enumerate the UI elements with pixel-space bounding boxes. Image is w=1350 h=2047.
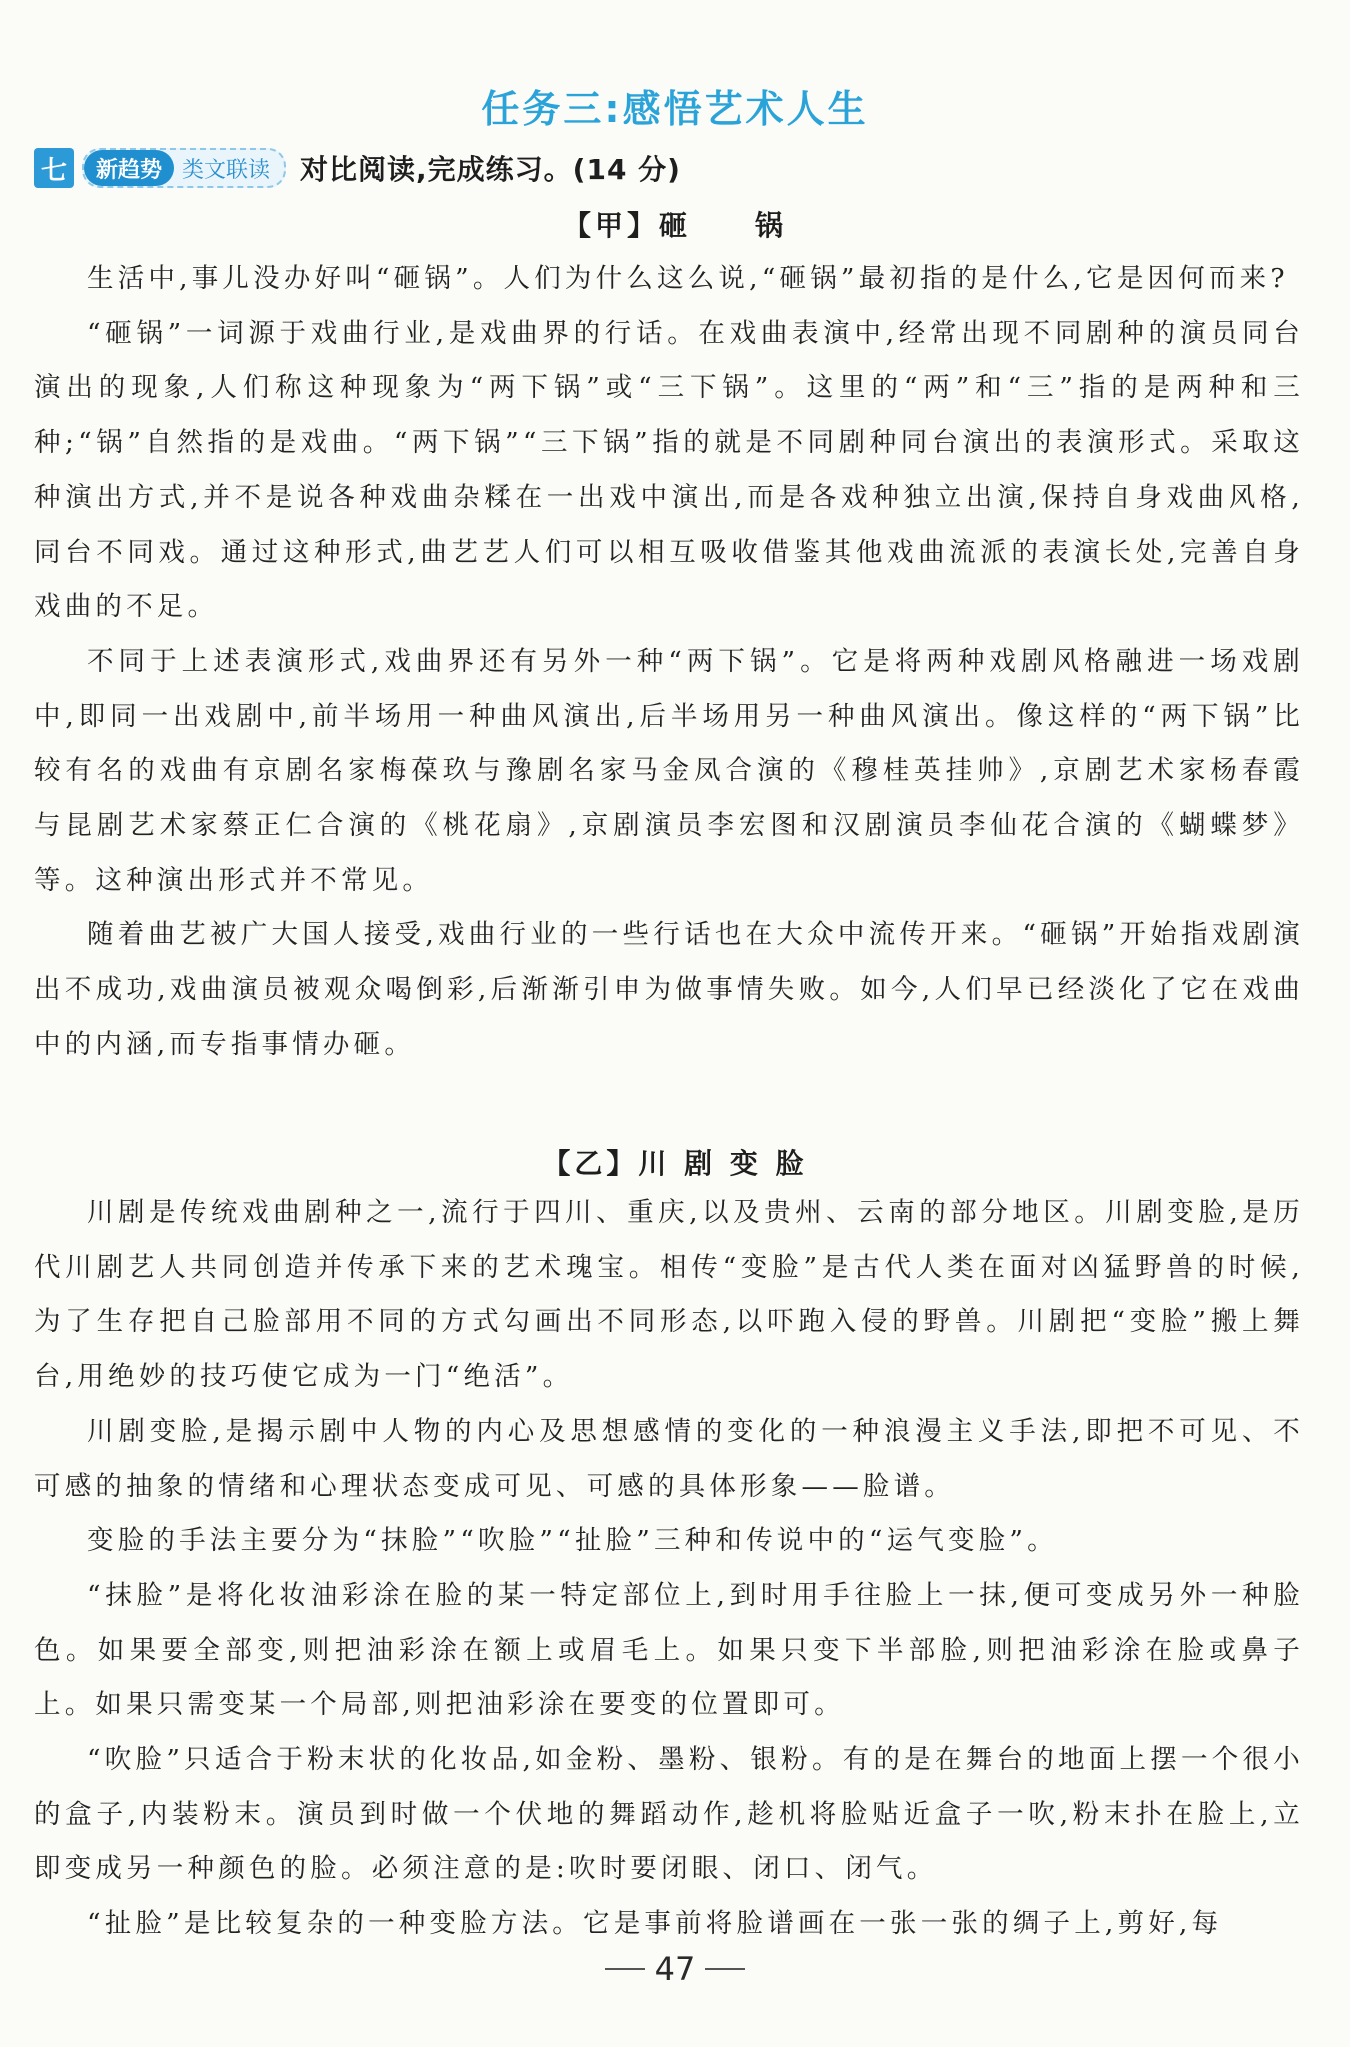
trend-badge: [82, 148, 286, 188]
page-number-dash-right: [705, 1968, 745, 1970]
paragraph: “扯脸”是比较复杂的一种变脸方法。它是事前将脸谱画在一张一张的绸子上,剪好,每: [87, 1908, 1223, 1940]
badge-sub-label: 类文联读: [182, 157, 271, 183]
question-prompt: 对比阅读,完成练习。(14 分): [300, 153, 681, 186]
paragraph: “吹脸”只适合于粉末状的化妆品,如金粉、墨粉、银粉。有的是在舞台的地面上摆一个很小的盒子,内装粉末。演员到时做一个伏地的舞蹈动作,趁机将脸贴近盒子一吹,粉末扑在脸上,立即变成另一种颜色的脸。必须注意的是:吹时要闭眼、闭口、闭气。: [34, 1744, 1304, 1885]
paragraph: 不同于上述表演形式,戏曲界还有另外一种“两下锅”。它是将两种戏剧风格融进一场戏剧中,即同一出戏剧中,前半场用一种曲风演出,后半场用另一种曲风演出。像这样的“两下锅”比较有名的戏曲有京剧名家梅葆玖与豫剧名家马金凤合演的《穆桂英挂帅》,京剧艺术家杨春霞与昆剧艺术家蔡正仁合演的《桃花扇》,京剧演员李宏图和汉剧演员李仙花合演的《蝴蝶梦》等。这种演出形式并不常见。: [34, 645, 1304, 896]
section-a-title: 【甲】砸 锅: [562, 209, 787, 242]
section-b-title: 【乙】川 剧 变 脸: [542, 1147, 808, 1180]
question-number: 七: [34, 148, 74, 188]
paragraph: 川剧是传统戏曲剧种之一,流行于四川、重庆,以及贵州、云南的部分地区。川剧变脸,是历代川剧艺人共同创造并传承下来的艺术瑰宝。相传“变脸”是古代人类在面对凶猛野兽的时候,为了生存把自己脸部用不同的方式勾画出不同形态,以吓跑入侵的野兽。川剧把“变脸”搬上舞台,用绝妙的技巧使它成为一门“绝活”。: [34, 1197, 1304, 1393]
paragraph: 生活中,事儿没办好叫“砸锅”。人们为什么这么说,“砸锅”最初指的是什么,它是因何而来?: [87, 263, 1289, 294]
section-a-body: [34, 252, 1304, 1073]
paragraph: 变脸的手法主要分为“抹脸”“吹脸”“扯脸”三种和传说中的“运气变脸”。: [87, 1525, 1058, 1557]
paragraph: “抹脸”是将化妆油彩涂在脸的某一特定部位上,到时用手往脸上一抹,便可变成另外一种脸色。如果要全部变,则把油彩涂在额上或眉毛上。如果只变下半部脸,则把油彩涂在脸或鼻子上。如果只需变某一个局部,则把油彩涂在要变的位置即可。: [34, 1579, 1304, 1721]
paragraph: “砸锅”一词源于戏曲行业,是戏曲界的行话。在戏曲表演中,经常出现不同剧种的演员同台演出的现象,人们称这种现象为“两下锅”或“三下锅”。这里的“两”和“三”指的是两种和三种;“锅”自然指的是戏曲。“两下锅”“三下锅”指的就是不同剧种同台演出的表演形式。采取这种演出方式,并不是说各种戏曲杂糅在一出戏中演出,而是各戏种独立出演,保持自身戏曲风格,同台不同戏。通过这种形式,曲艺艺人们可以相互吸收借鉴其他戏曲流派的表演长处,完善自身戏曲的不足。: [34, 317, 1304, 623]
page-number-dash-left: [605, 1968, 645, 1970]
paragraph: 川剧变脸,是揭示剧中人物的内心及思想感情的变化的一种浪漫主义手法,即把不可见、不可感的抽象的情绪和心理状态变成可见、可感的具体形象——脸谱。: [34, 1415, 1304, 1502]
page-number-value: 47: [654, 1950, 696, 1988]
page-number: [0, 1950, 1350, 1988]
badge-main-label: 新趋势: [84, 150, 174, 186]
paragraph: 随着曲艺被广大国人接受,戏曲行业的一些行话也在大众中流传开来。“砸锅”开始指戏剧演出不成功,戏曲演员被观众喝倒彩,后渐渐引申为做事情失败。如今,人们早已经淡化了它在戏曲中的内涵,而专指事情办砸。: [34, 919, 1304, 1060]
question-header: [34, 146, 681, 190]
task-title: 任务三:感悟艺术人生: [481, 87, 869, 131]
section-b-body: [34, 1186, 1304, 1952]
